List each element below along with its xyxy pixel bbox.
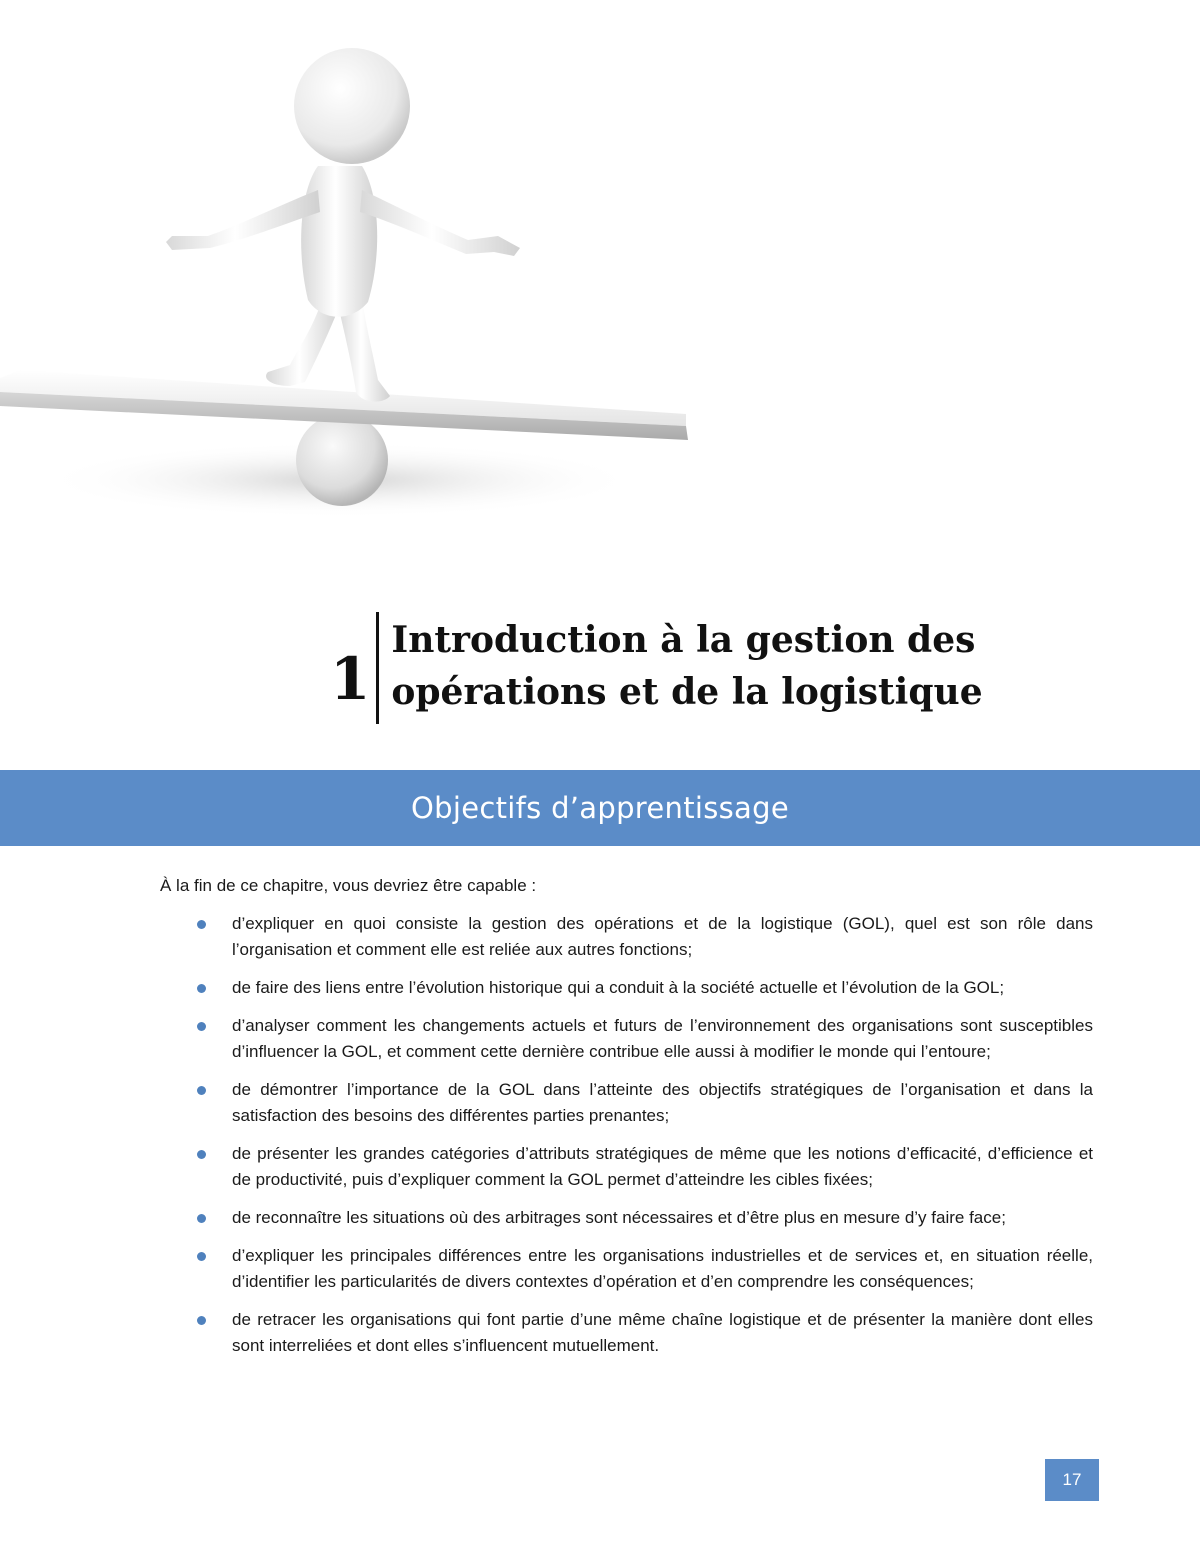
objective-text: de retracer les organisations qui font partie d’une même chaîne logistique et de présenter la manière dont elles sont interreliées et dont elles s’influencent mutuellement. bbox=[232, 1310, 1093, 1355]
objective-item bbox=[195, 1307, 1093, 1359]
bullet-icon bbox=[197, 1252, 206, 1261]
objectives-title: Objectifs d’apprentissage bbox=[411, 791, 789, 825]
bullet-icon bbox=[197, 920, 206, 929]
bullet-icon bbox=[197, 1316, 206, 1325]
bullet-icon bbox=[197, 984, 206, 993]
objective-text: de démontrer l’importance de la GOL dans l’atteinte des objectifs stratégiques de l’organisation et dans la satisfaction des besoins des différentes parties prenantes; bbox=[232, 1080, 1093, 1125]
bullet-icon bbox=[197, 1086, 206, 1095]
chapter-heading bbox=[330, 604, 983, 726]
objective-text: de présenter les grandes catégories d’attributs stratégiques de même que les notions d’efficacité, d’efficience et de productivité, puis d’expliquer comment la GOL permet d’atteindre les cibles fixées; bbox=[232, 1144, 1093, 1189]
objective-text: de reconnaître les situations où des arbitrages sont nécessaires et d’être plus en mesure d’y faire face; bbox=[232, 1208, 1006, 1227]
objective-item bbox=[195, 1205, 1093, 1231]
objective-item bbox=[195, 975, 1093, 1001]
objectives-list bbox=[195, 911, 1093, 1371]
bullet-icon bbox=[197, 1214, 206, 1223]
chapter-title-line-1: Introduction à la gestion des bbox=[391, 619, 976, 661]
objective-item bbox=[195, 1077, 1093, 1129]
objective-text: d’expliquer les principales différences entre les organisations industrielles et de services et, en situation réelle, d’identifier les particularités de divers contextes d’opération et d’en comprendre les conséquences; bbox=[232, 1246, 1093, 1291]
objective-text: d’expliquer en quoi consiste la gestion des opérations et de la logistique (GOL), quel est son rôle dans l’organisation et comment elle est reliée aux autres fonctions; bbox=[232, 914, 1093, 959]
objective-text: d’analyser comment les changements actuels et futurs de l’environnement des organisations sont susceptibles d’influencer la GOL, et comment cette dernière contribue elle aussi à modifier le monde qui l’entoure; bbox=[232, 1016, 1093, 1061]
bullet-icon bbox=[197, 1150, 206, 1159]
objective-item bbox=[195, 1013, 1093, 1065]
objective-item bbox=[195, 911, 1093, 963]
chapter-number: 1 bbox=[330, 645, 371, 713]
page-number: 17 bbox=[1045, 1459, 1099, 1501]
objectives-banner bbox=[0, 770, 1200, 846]
objective-item bbox=[195, 1141, 1093, 1193]
objectives-intro: À la fin de ce chapitre, vous devriez être capable : bbox=[160, 876, 537, 895]
chapter-title bbox=[379, 604, 982, 726]
person-balancing-on-seesaw-illustration bbox=[0, 0, 700, 520]
chapter-title-line-2: opérations et de la logistique bbox=[391, 671, 983, 713]
objective-text: de faire des liens entre l’évolution historique qui a conduit à la société actuelle et l’évolution de la GOL; bbox=[232, 978, 1005, 997]
bullet-icon bbox=[197, 1022, 206, 1031]
objective-item bbox=[195, 1243, 1093, 1295]
